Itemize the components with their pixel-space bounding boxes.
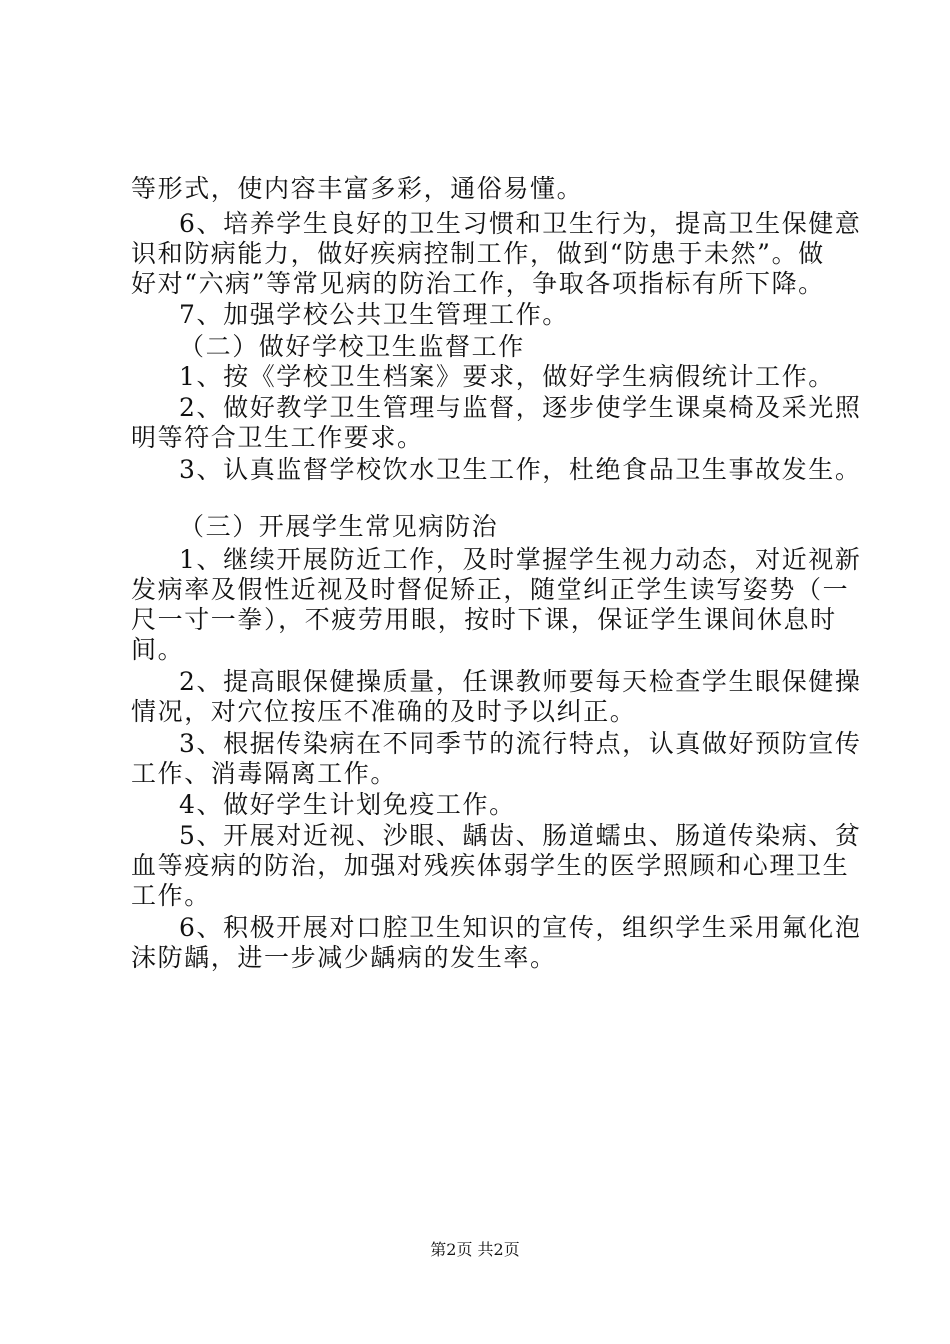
page-footer: 第2页 共2页: [430, 1240, 520, 1259]
text-line: 6、积极开展对口腔卫生知识的宣传，组织学生采用氟化泡: [179, 913, 862, 942]
text-line: 发病率及假性近视及时督促矫正，随堂纠正学生读写姿势（一: [131, 575, 850, 604]
text-line: 间。: [131, 635, 185, 664]
text-line: 工作、消毒隔离工作。: [131, 759, 398, 788]
text-line: 等形式，使内容丰富多彩，通俗易懂。: [131, 174, 584, 203]
text-line: 好对“六病”等常见病的防治工作，争取各项指标有所下降。: [131, 269, 825, 298]
text-line: 工作。: [131, 881, 211, 910]
text-line: 2、提高眼保健操质量，任课教师要每天检查学生眼保健操: [179, 667, 862, 696]
text-line: 明等符合卫生工作要求。: [131, 423, 424, 452]
text-line: 6、培养学生良好的卫生习惯和卫生行为，提高卫生保健意: [179, 209, 862, 238]
text-line: 2、做好教学卫生管理与监督，逐步使学生课桌椅及采光照: [179, 393, 862, 422]
section-heading: （二）做好学校卫生监督工作: [179, 332, 525, 361]
text-line: 识和防病能力，做好疾病控制工作，做到“防患于未然”。做: [131, 239, 825, 268]
text-line: 5、开展对近视、沙眼、龋齿、肠道蠕虫、肠道传染病、贫: [179, 821, 862, 850]
text-line: 4、做好学生计划免疫工作。: [179, 790, 516, 819]
text-line: 血等疫病的防治，加强对残疾体弱学生的医学照顾和心理卫生: [131, 851, 850, 880]
text-line: 情况，对穴位按压不准确的及时予以纠正。: [131, 697, 637, 726]
text-line: 1、继续开展防近工作，及时掌握学生视力动态，对近视新: [179, 545, 862, 574]
text-line: 3、认真监督学校饮水卫生工作，杜绝食品卫生事故发生。: [179, 455, 862, 484]
text-line: 尺一寸一拳），不疲劳用眼，按时下课，保证学生课间休息时: [131, 605, 837, 634]
text-line: 7、加强学校公共卫生管理工作。: [179, 300, 569, 329]
text-line: 1、按《学校卫生档案》要求，做好学生病假统计工作。: [179, 362, 835, 391]
section-heading: （三）开展学生常见病防治: [179, 512, 499, 541]
text-line: 3、根据传染病在不同季节的流行特点，认真做好预防宣传: [179, 729, 862, 758]
text-line: 沫防龋，进一步减少龋病的发生率。: [131, 943, 557, 972]
